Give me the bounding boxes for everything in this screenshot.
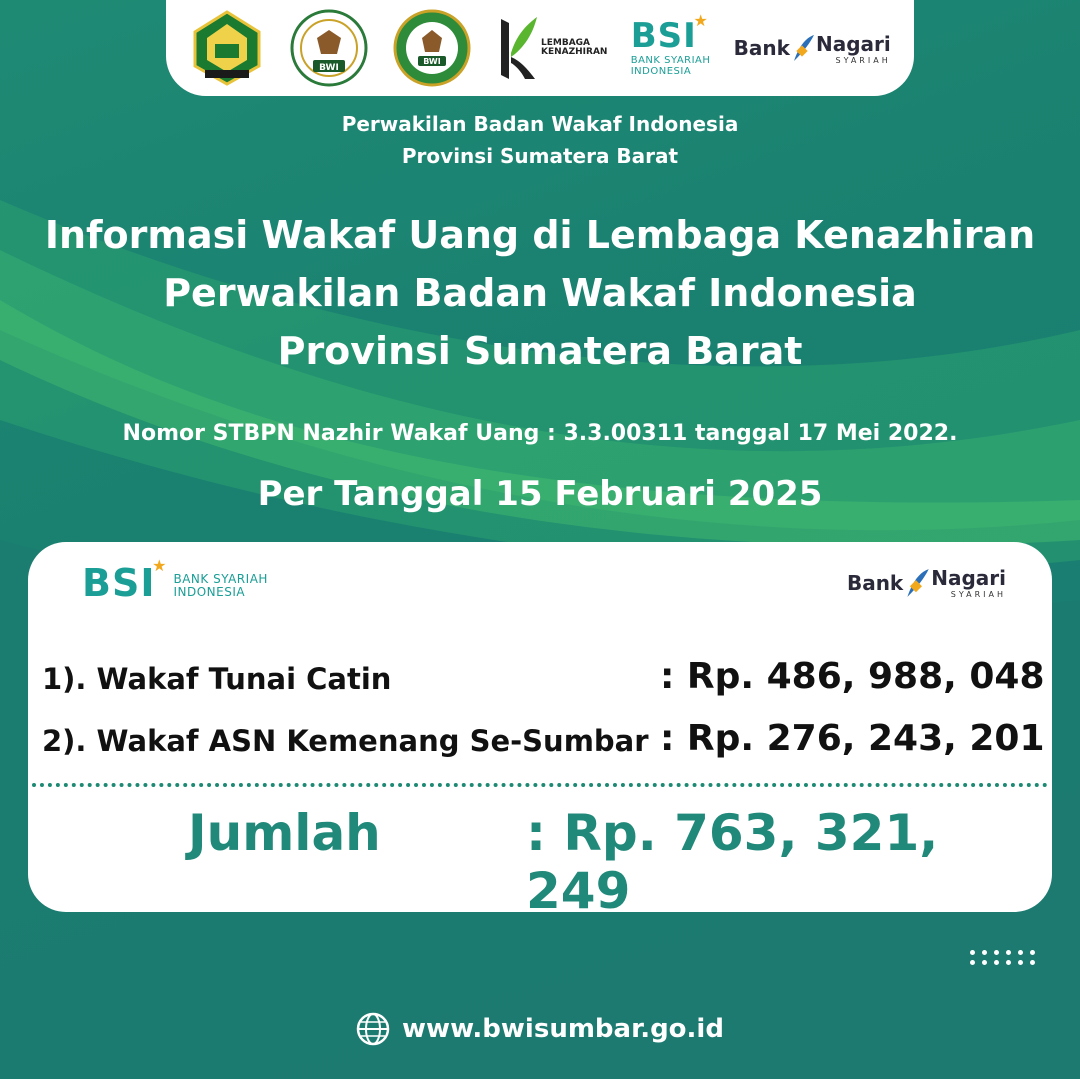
logo-bar: [166, 0, 914, 96]
date-heading: Per Tanggal 15 Februari 2025: [257, 474, 823, 514]
bwi-logo-text: BWI: [318, 63, 339, 73]
item-value-1: : Rp. 486, 988, 048: [660, 656, 1045, 697]
bsi-sub2: INDONESIA: [630, 66, 692, 77]
bwi-sumbar-logo-text: BWI: [423, 57, 441, 66]
globe-icon: [356, 1012, 390, 1046]
bsi-word: BSI: [630, 16, 697, 56]
item-label-2: 2). Wakaf ASN Kemenang Se-Sumbar: [42, 724, 649, 758]
lembaga-kenazhiran-logo: [495, 13, 607, 83]
nagari-word2: Nagari: [815, 31, 891, 56]
divider: [32, 783, 1048, 787]
card-bsi-sub1: BANK SYARIAH: [173, 571, 268, 586]
nagari-emblem-icon: [790, 33, 816, 63]
organization-name: [0, 108, 1080, 172]
registration-number: Nomor STBPN Nazhir Wakaf Uang : 3.3.00311 tanggal 17 Mei 2022.: [122, 421, 958, 446]
item-label-1: 1). Wakaf Tunai Catin: [42, 662, 392, 696]
total-label: Jumlah: [188, 804, 381, 862]
card-bsi-word: BSI: [82, 561, 156, 605]
page-title: [0, 206, 1080, 380]
lk-line2: KENAZHIRAN: [541, 47, 608, 57]
card-bsi-logo: [82, 556, 268, 605]
bsi-sub1: BANK SYARIAH: [630, 55, 711, 66]
title-line2: Perwakilan Badan Wakaf Indonesia: [163, 271, 917, 315]
card-nagari-word2: Nagari: [931, 566, 1006, 590]
bwi-logo: [289, 8, 369, 88]
nagari-emblem-icon: [903, 567, 931, 599]
title-line1: Informasi Wakaf Uang di Lembaga Kenazhiran: [44, 213, 1036, 257]
card-nagari-logo: [847, 566, 1006, 599]
decorative-dots: [970, 950, 1040, 965]
lk-line1: LEMBAGA: [541, 37, 591, 48]
item-value-2: : Rp. 276, 243, 201: [660, 718, 1045, 759]
card-bsi-sub2: INDONESIA: [173, 585, 246, 599]
bsi-logo: [630, 11, 711, 77]
bank-nagari-logo: [734, 32, 891, 65]
star-icon: ★: [693, 11, 709, 30]
org-line2: Provinsi Sumatera Barat: [401, 144, 679, 168]
footer: [0, 1012, 1080, 1046]
summary-card: [28, 542, 1052, 920]
nagari-word1: Bank: [733, 36, 790, 60]
star-icon: ★: [152, 556, 168, 575]
card-nagari-word1: Bank: [846, 570, 904, 595]
bwi-sumbar-logo: [392, 8, 472, 88]
total-value: : Rp. 763, 321, 249: [526, 804, 939, 920]
website-link[interactable]: www.bwisumbar.go.id: [402, 1014, 724, 1044]
org-line1: Perwakilan Badan Wakaf Indonesia: [341, 112, 739, 136]
title-line3: Provinsi Sumatera Barat: [277, 329, 803, 373]
kemenag-logo: [189, 10, 265, 86]
card-nagari-sub: SYARIAH: [950, 590, 1006, 599]
nagari-sub: SYARIAH: [835, 55, 891, 65]
